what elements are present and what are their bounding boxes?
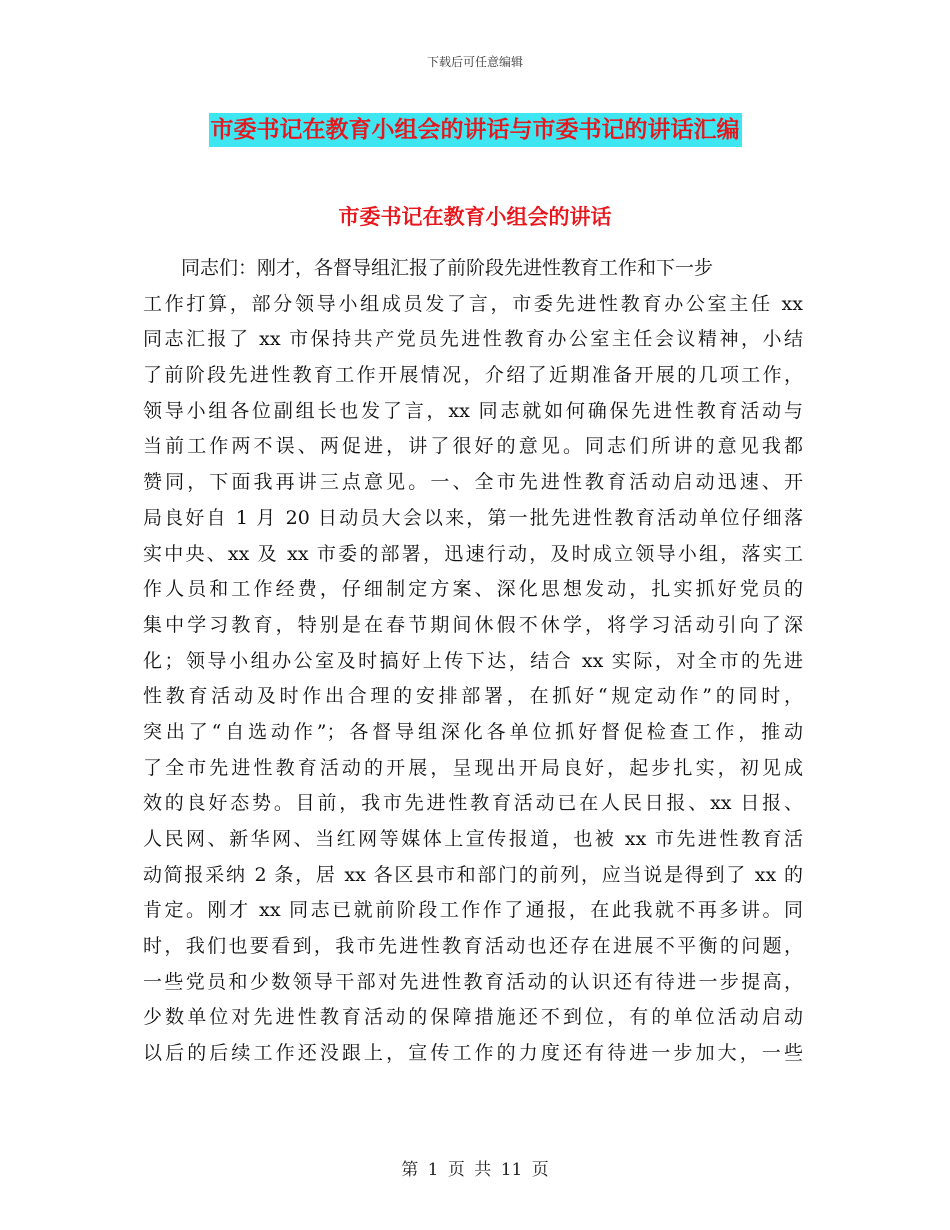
body-line: 化；领导小组办公室及时搞好上传下达，结合 xx 实际，对全市的先进 [143, 649, 803, 672]
body-line: 集中学习教育，特别是在春节期间休假不休学，将学习活动引向了深 [143, 613, 803, 636]
page-number-footer: 第 1 页 共 11 页 [401, 1160, 549, 1180]
document-sub-title: 市委书记在教育小组会的讲话 [338, 204, 612, 229]
body-line: 局良好自 1 月 20 日动员大会以来，第一批先进性教育活动单位仔细落 [143, 506, 803, 529]
body-line: 了全市先进性教育活动的开展，呈现出开局良好，起步扎实，初见成 [143, 756, 803, 779]
body-line: 人民网、新华网、当红网等媒体上宣传报道，也被 xx 市先进性教育活 [143, 828, 803, 850]
body-line: 工作打算，部分领导小组成员发了言，市委先进性教育办公室主任 xx [143, 292, 803, 315]
body-line: 突出了“自选动作”；各督导组深化各单位抓好督促检查工作，推动 [143, 720, 803, 743]
body-line: 实中央、xx 及 xx 市委的部署，迅速行动，及时成立领导小组，落实工 [143, 542, 803, 565]
body-line: 同志们：刚才，各督导组汇报了前阶段先进性教育工作和下一步 [181, 257, 714, 279]
body-line: 少数单位对先进性教育活动的保障措施还不到位，有的单位活动启动 [143, 1006, 803, 1029]
body-line: 动简报采纳 2 条，居 xx 各区县市和部门的前列，应当说是得到了 xx 的 [143, 863, 803, 886]
body-line: 一些党员和少数领导干部对先进性教育活动的认识还有待进一步提高， [143, 970, 803, 993]
body-line: 肯定。刚才 xx 同志已就前阶段工作作了通报，在此我就不再多讲。同 [143, 899, 803, 922]
document-body [143, 251, 803, 1072]
document-main-title: 市委书记在教育小组会的讲话与市委书记的讲话汇编 [209, 113, 742, 147]
body-line: 了前阶段先进性教育工作开展情况，介绍了近期准备开展的几项工作， [143, 364, 803, 387]
body-line: 作人员和工作经费，仔细制定方案、深化思想发动，扎实抓好党员的 [143, 578, 803, 601]
page-header-note: 下载后可任意编辑 [426, 55, 523, 69]
body-line: 时，我们也要看到，我市先进性教育活动也还存在进展不平衡的问题， [143, 935, 803, 958]
body-line: 性教育活动及时作出合理的安排部署，在抓好“规定动作”的同时， [143, 685, 803, 708]
body-line: 效的良好态势。目前，我市先进性教育活动已在人民日报、xx 日报、 [143, 792, 803, 815]
body-line: 赞同，下面我再讲三点意见。一、全市先进性教育活动启动迅速、开 [143, 471, 803, 494]
body-line: 领导小组各位副组长也发了言，xx 同志就如何确保先进性教育活动与 [143, 399, 803, 422]
body-line: 当前工作两不误、两促进，讲了很好的意见。同志们所讲的意见我都 [143, 435, 803, 458]
body-line: 以后的后续工作还没跟上，宣传工作的力度还有待进一步加大，一些 [143, 1042, 803, 1065]
main-title-container [0, 113, 950, 147]
body-line: 同志汇报了 xx 市保持共产党员先进性教育办公室主任会议精神，小结 [143, 328, 803, 351]
